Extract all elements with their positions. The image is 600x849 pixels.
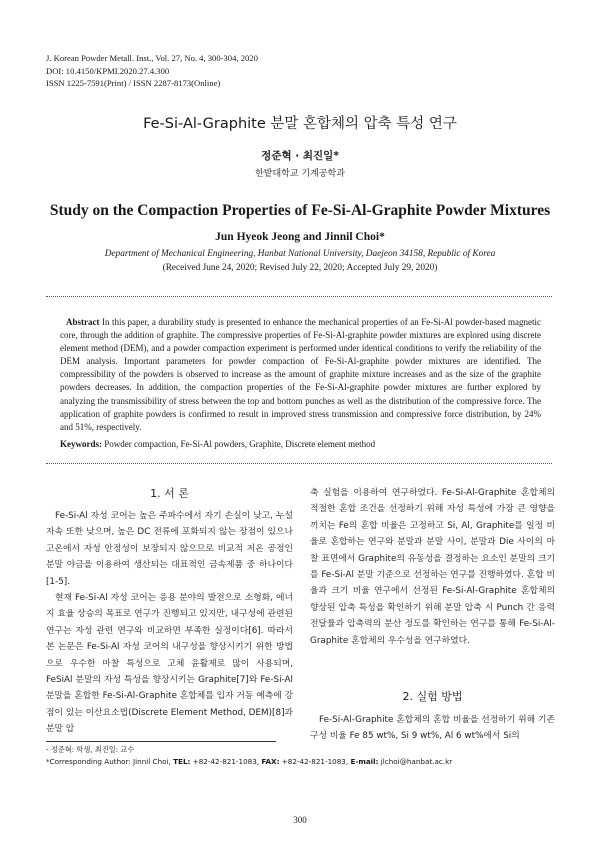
- section-1-paragraph-1: Fe-Si-Al 자성 코어는 높은 주파수에서 자기 손실이 낮고, 누설 자속 또한 낮으며, 높은 DC 전류에 포화되지 않는 장점이 있으나 고온에서 자성 안정성이 보장되지 않으므로 비교적 저온 공정인 분말 야금을 이용하여 생산되는 대표적인 금속제품 중 하나이다[1-5].: [46, 511, 293, 587]
- email-label: E-mail:: [350, 756, 379, 766]
- korean-title: Fe-Si-Al-Graphite 분말 혼합체의 압축 특성 연구: [143, 116, 457, 132]
- english-title: Study on the Compaction Properties of Fe-Si-Al-Graphite Powder Mixtures: [49, 202, 551, 219]
- abstract-label: Abstract: [66, 317, 100, 327]
- fax-label: FAX:: [261, 756, 280, 766]
- section-1-paragraph-2: 현재 Fe-Si-Al 자성 코어는 응용 분야의 발전으로 소형화, 에너지 효율 상승의 목표로 연구가 진행되고 있지만, 내구성에 관련된 연구는 자성 관련 연구와 비교하면 부족한 실정이다[6]. 따라서 본 논문은 Fe-Si-Al 자성 코어의 내구성을 향상시키기 위한 방법으로 우수한 마찰 특성으로 고체 윤활제로 많이 사용되며, FeSiAl 분말의 자성 특성을 향상시키는 Graphite[7]와 Fe-Si-Al 분말을 혼합한 Fe-Si-Al-Graphite 혼합체를 입자 거동 예측에 강점이 있는 이산요소법(Discrete Element Method, DEM)[8]과 분말 압: [46, 593, 293, 735]
- top-divider: [46, 296, 552, 297]
- section-2-paragraph-1: Fe-Si-Al-Graphite 혼합체의 혼합 비율을 선정하기 위해 기존 구성 비율 Fe 85 wt%, Si 9 wt%, Al 6 wt%에서 Si의: [310, 715, 555, 742]
- corresponding-author: *Corresponding Author: Jinnil Choi,: [46, 756, 171, 766]
- korean-authors: 정준혁 · 최진일*: [261, 150, 339, 162]
- journal-citation: J. Korean Powder Metall. Inst., Vol. 27, No. 4, 300-304, 2020: [46, 53, 258, 63]
- tel-value: +82-42-821-1083,: [192, 756, 260, 766]
- section-1-paragraph-3: 축 실험을 이용하여 연구하였다. Fe-Si-Al-Graphite 혼합체의 적절한 혼합 조건을 선정하기 위해 자성 특성에 가장 큰 영향을 끼치는 Fe의 혼합 비율은 고정하고 Si, Al, Graphite를 일정 비율로 혼합하는 연구와 분말과 분말 사이, 분말과 Die 사이의 마찰 표면에서 Graphite의 유동성을 결정하는 요소인 분말의 크기를 Fe-Si-Al 분말 기준으로 선정하는 연구를 진행하였다. 혼합 비율과 크기 비율 연구에서 선정된 Fe-Si-Al-Graphite 혼합체의 향상된 압축 특성을 확인하기 위해 분말 압축 시 Punch 간 응력 전달률과 압축력의 분산 정도를 확인하는 연구를 통해 Fe-Si-Al-Graphite 혼합체의 우수성을 연구하였다.: [310, 488, 555, 646]
- english-affiliation: Department of Mechanical Engineering, Hanbat National University, Daejeon 34158, Republic of Korea: [104, 249, 496, 259]
- email-value: jlchoi@hanbat.ac.kr: [380, 756, 453, 766]
- footnote-corresponding: [46, 756, 452, 768]
- english-authors: Jun Hyeok Jeong and Jinnil Choi*: [215, 231, 385, 243]
- footnote-roles: - 정준혁: 학생, 최진일: 교수: [46, 745, 135, 754]
- left-column: [46, 508, 293, 738]
- keywords-label: Keywords:: [60, 439, 102, 449]
- fax-value: +82-42-821-1083,: [281, 756, 349, 766]
- tel-label: TEL:: [173, 756, 191, 766]
- right-column: [310, 485, 555, 649]
- footnote-rule: [46, 741, 276, 742]
- keywords: [60, 439, 541, 449]
- section-2-heading: 2. 실험 방법: [402, 690, 463, 703]
- korean-affiliation: 한밭대학교 기계공학과: [255, 169, 345, 179]
- page-number: 300: [293, 815, 307, 825]
- journal-header: [46, 52, 258, 90]
- section-1-heading: 1. 서 론: [150, 487, 189, 500]
- abstract: [60, 316, 541, 434]
- issn: ISSN 1225-7591(Print) / ISSN 2287-8173(Online): [46, 78, 221, 88]
- received-dates: (Received June 24, 2020; Revised July 22, 2020; Accepted July 29, 2020): [162, 263, 438, 273]
- section-2-body: [310, 712, 555, 745]
- doi: DOI: 10.4150/KPMI.2020.27.4.300: [46, 65, 170, 76]
- abstract-text: In this paper, a durability study is presented to enhance the mechanical properties of an Fe-Si-Al powder-based magnetic core, through the addition of graphite. The compressive properties of Fe-Si-Al-graphite powder mixtures are explored using discrete element method (DEM), and a powder compaction experiment is performed under identical conditions to verify the reliability of the DEM analysis. Important parameters for powder compaction of Fe-Si-Al-graphite powder mixtures are identified. The compressibility of the powders is observed to increase as the amount of graphite mixture increases and as the size of the graphite powders decreases. In addition, the compaction properties of the Fe-Si-Al-graphite powder mixtures are further explored by analyzing the transmissibility of stress between the top and bottom punches as well as the distribution of the compressive force. The application of graphite powders is confirmed to result in improved stress transmission and compressive force distribution, by 24% and 51%, respectively.: [60, 317, 541, 432]
- bottom-divider: [46, 463, 552, 464]
- keywords-text: Powder compaction, Fe-Si-Al powders, Graphite, Discrete element method: [104, 439, 376, 449]
- footnotes: [46, 744, 452, 767]
